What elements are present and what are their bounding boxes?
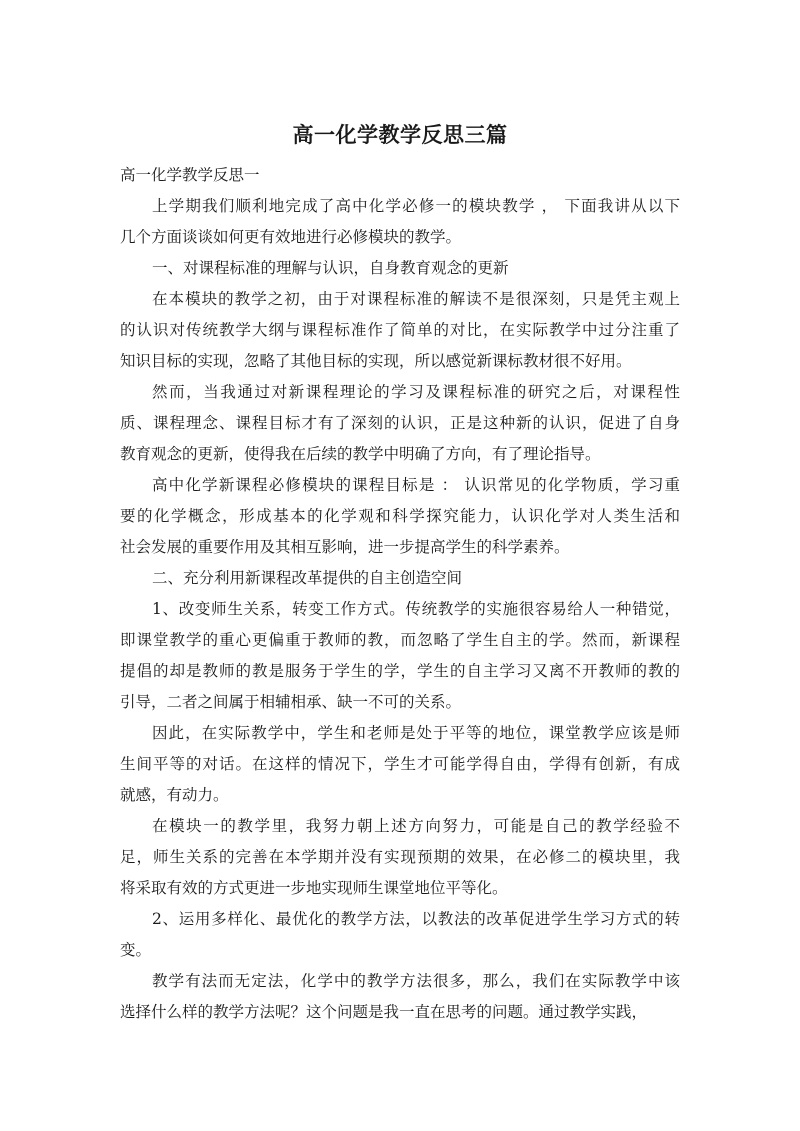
paragraph-line: 生间平等的对话。在这样的情况下，学生才可能学得自由，学得有创新，有成 — [120, 755, 680, 773]
paragraph — [120, 470, 680, 563]
paragraph-line: 的认识对传统教学大纲与课程标准作了简单的对比，在实际教学中过分注重了 — [120, 321, 680, 339]
paragraph-line: 2、运用多样化、最优化的教学方法，以教法的改革促进学生学习方式的转 — [152, 910, 680, 928]
paragraph — [120, 253, 680, 284]
paragraph-line: 因此，在实际教学中，学生和老师是处于平等的地位，课堂教学应该是师 — [152, 724, 680, 742]
paragraph — [120, 284, 680, 377]
paragraph-line: 教学有法而无定法，化学中的教学方法很多，那么，我们在实际教学中该 — [152, 972, 680, 990]
paragraph-line: 知识目标的实现，忽略了其他目标的实现，所以感觉新课标教材很不好用。 — [120, 352, 632, 370]
document-title: 高一化学教学反思三篇 — [292, 123, 508, 147]
paragraph — [120, 811, 680, 904]
paragraph — [120, 904, 680, 966]
paragraph-line: 就感，有动力。 — [120, 786, 229, 804]
paragraph-line: 将采取有效的方式更进一步地实现师生课堂地位平等化。 — [120, 879, 508, 897]
paragraph-line: 然而，当我通过对新课程理论的学习及课程标准的研究之后，对课程性 — [152, 383, 680, 401]
paragraph-line: 上学期我们顺利地完成了高中化学必修一的模块教学 ， 下面我讲从以下 — [152, 197, 680, 215]
paragraph-line: 即课堂教学的重心更偏重于教师的教，而忽略了学生自主的学。然而，新课程 — [120, 631, 680, 649]
paragraph — [120, 191, 680, 253]
paragraph-line: 变。 — [120, 941, 152, 959]
paragraph-line: 二、充分利用新课程改革提供的自主创造空间 — [152, 569, 463, 587]
paragraph — [120, 718, 680, 811]
paragraph-line: 社会发展的重要作用及其相互影响，进一步提高学生的科学素养。 — [120, 538, 570, 556]
paragraph-line: 教育观念的更新，使得我在后续的教学中明确了方向，有了理论指导。 — [120, 445, 601, 463]
paragraph-line: 选择什么样的教学方法呢？这个问题是我一直在思考的问题。通过教学实践， — [120, 1003, 648, 1021]
paragraph-line: 提倡的却是教师的教是服务于学生的学，学生的自主学习又离不开教师的教的 — [120, 662, 680, 680]
paragraph-line: 在模块一的教学里，我努力朝上述方向努力，可能是自己的教学经验不 — [152, 817, 680, 835]
paragraph-line: 几个方面谈谈如何更有效地进行必修模块的教学。 — [120, 228, 462, 246]
paragraph-line: 质、课程理念、课程目标才有了深刻的认识，正是这种新的认识，促进了自身 — [120, 414, 680, 432]
paragraph — [120, 594, 680, 718]
paragraph-line: 1、改变师生关系，转变工作方式。传统教学的实施很容易给人一种错觉， — [152, 600, 680, 618]
paragraph-line: 高中化学新课程必修模块的课程目标是 ： 认识常见的化学物质，学习重 — [152, 476, 680, 494]
paragraph-line: 在本模块的教学之初，由于对课程标准的解读不是很深刻，只是凭主观上 — [152, 290, 680, 308]
paragraph — [120, 563, 680, 594]
document-body — [120, 191, 680, 1028]
paragraph — [120, 966, 680, 1028]
section-subtitle: 高一化学教学反思一 — [120, 166, 260, 184]
paragraph-line: 一、对课程标准的理解与认识，自身教育观念的更新 — [152, 259, 509, 277]
paragraph-line: 足，师生关系的完善在本学期并没有实现预期的效果，在必修二的模块里，我 — [120, 848, 680, 866]
paragraph — [120, 377, 680, 470]
document-page — [120, 118, 680, 1028]
paragraph-line: 要的化学概念，形成基本的化学观和科学探究能力，认识化学对人类生活和 — [120, 507, 680, 525]
paragraph-line: 引导，二者之间属于相辅相承、缺一不可的关系。 — [120, 693, 462, 711]
